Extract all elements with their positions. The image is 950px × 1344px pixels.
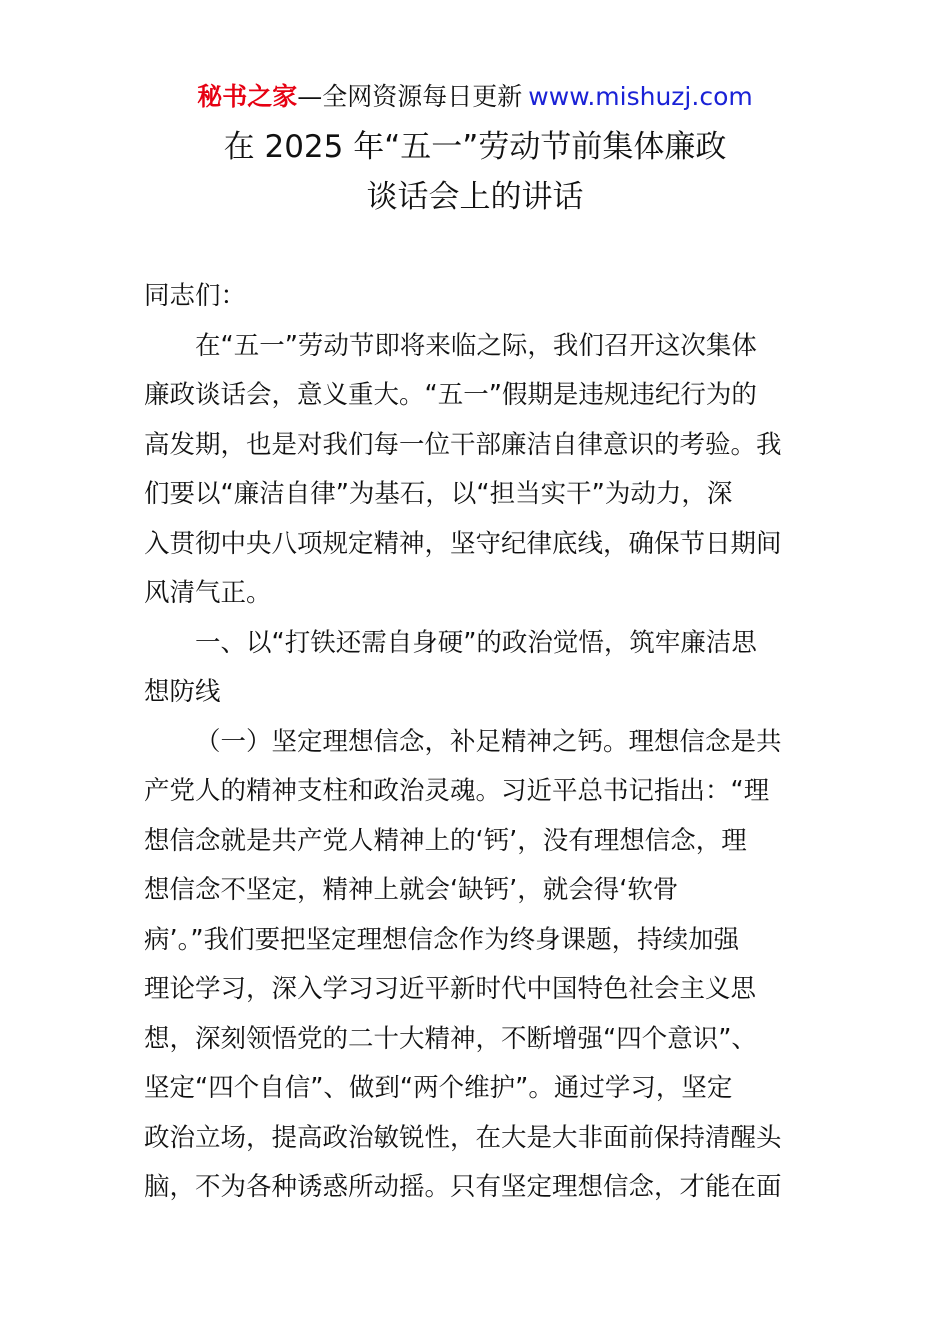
paragraph-line: 产党人的精神支柱和政治灵魂。习近平总书记指出：“理 bbox=[144, 776, 770, 806]
paragraph-line: 政治立场，提高政治敏锐性，在大是大非面前保持清醒头 bbox=[144, 1122, 782, 1153]
paragraph-line: 想信念就是共产党人精神上的‘钙’，没有理想信念，理 bbox=[144, 825, 747, 856]
salutation: 同志们： bbox=[144, 281, 247, 311]
paragraph-line: 想，深刻领悟党的二十大精神，不断增强“四个意识”、 bbox=[144, 1023, 757, 1054]
paragraph-line: 脑，不为各种诱惑所动摇。只有坚定理想信念，才能在面 bbox=[144, 1172, 782, 1202]
paragraph-line: 廉政谈话会，意义重大。“五一”假期是违规违纪行为的 bbox=[144, 380, 757, 410]
paragraph-line: 病’。”我们要把坚定理想信念作为终身课题，持续加强 bbox=[144, 924, 740, 955]
paragraph-line: 坚定“四个自信”、做到“两个维护”。通过学习，坚定 bbox=[144, 1073, 733, 1103]
paragraph-line: 入贯彻中央八项规定精神，坚守纪律底线，确保节日期间 bbox=[144, 528, 782, 559]
paragraph-line: 风清气正。 bbox=[144, 578, 272, 608]
site-url-link[interactable]: www.mishuzj.com bbox=[528, 82, 753, 111]
brand-name: 秘书之家 bbox=[197, 82, 298, 111]
paragraph-line: 想信念不坚定，精神上就会‘缺钙’，就会得‘软骨 bbox=[144, 875, 679, 905]
paragraph-line: 高发期，也是对我们每一位干部廉洁自律意识的考验。我 bbox=[144, 429, 782, 460]
document-body bbox=[144, 272, 784, 1213]
section-heading-line: 想防线 bbox=[144, 677, 221, 707]
site-header bbox=[0, 80, 950, 114]
paragraph-line: （一）坚定理想信念，补足精神之钙。理想信念是共 bbox=[195, 726, 782, 757]
paragraph-line: 理论学习，深入学习习近平新时代中国特色社会主义思 bbox=[144, 974, 757, 1004]
paragraph-line: 在“五一”劳动节即将来临之际，我们召开这次集体 bbox=[195, 330, 757, 361]
paragraph-line: 们要以“廉洁自律”为基石，以“担当实干”为动力，深 bbox=[144, 479, 733, 509]
section-heading-line: 一、以“打铁还需自身硬”的政治觉悟，筑牢廉洁思 bbox=[195, 627, 757, 658]
document-title-line-2: 谈话会上的讲话 bbox=[366, 179, 584, 215]
header-tagline: —全网资源每日更新 bbox=[297, 82, 523, 111]
document-title-line-1: 在 2025 年“五一”劳动节前集体廉政 bbox=[223, 129, 727, 165]
